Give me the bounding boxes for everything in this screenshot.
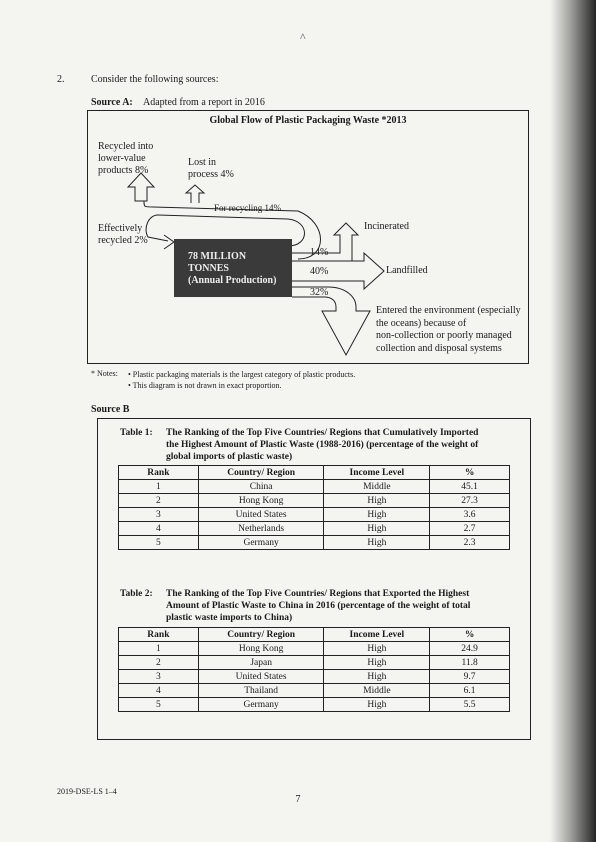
diagram-title: Global Flow of Plastic Packaging Waste *2013	[209, 115, 407, 126]
table2-label: Table 2:	[120, 589, 153, 599]
lost-label: Lost in process 4%	[188, 157, 234, 180]
production-text: 78 MILLION TONNES (Annual Production)	[188, 251, 277, 286]
table-row: 2 Hong Kong High 27.3	[119, 494, 510, 508]
landfilled-label: Landfilled	[386, 265, 428, 276]
table1-title: The Ranking of the Top Five Countries/ Regions that Cumulatively Imported the Highest Amount of Plastic Waste (1988-2016) (percentage of the weight of global imports of plastic waste)	[166, 428, 479, 462]
table-row: 5 Germany High 2.3	[119, 536, 510, 550]
table2	[118, 627, 510, 712]
table1	[118, 465, 510, 550]
incinerated-label: Incinerated	[364, 221, 409, 232]
recycled-arrow	[128, 173, 154, 201]
effectively-label: Effectively recycled 2%	[98, 223, 148, 246]
page-number: 7	[295, 794, 301, 805]
scan-mark: ^	[300, 30, 306, 44]
source-b-label: Source B	[91, 404, 130, 415]
pct-incinerated: 14%	[310, 247, 329, 258]
source-a-description: Adapted from a report in 2016	[143, 97, 265, 108]
table-row: 2 Japan High 11.8	[119, 656, 510, 670]
question-prompt: Consider the following sources:	[91, 74, 219, 85]
note-item: • Plastic packaging materials is the largest category of plastic products.	[128, 370, 356, 379]
table-row: 5 Germany High 5.5	[119, 698, 510, 712]
pct-environment: 32%	[310, 287, 329, 298]
pct-landfilled: 40%	[310, 266, 329, 277]
recycled-lower-label: Recycled into lower-value products 8%	[98, 141, 154, 176]
for-recycling-label: For recycling 14%	[214, 203, 281, 213]
table-row: 4 Netherlands High 2.7	[119, 522, 510, 536]
table-row: 4 Thailand Middle 6.1	[119, 684, 510, 698]
table2-title: The Ranking of the Top Five Countries/ Regions that Exported the Highest Amount of Plastic Waste to China in 2016 (percentage of the weight of total plastic waste imports to China)	[166, 589, 471, 623]
environment-label: Entered the environment (especially the oceans) because of non-collection or poorly managed collection and disposal systems	[376, 305, 521, 354]
source-a-label: Source A:	[91, 97, 133, 108]
table-row: 1 China Middle 45.1	[119, 480, 510, 494]
effectively-loop	[146, 215, 168, 241]
page-edge-shadow	[550, 0, 596, 842]
table-row: 3 United States High 3.6	[119, 508, 510, 522]
table1-label: Table 1:	[120, 428, 153, 438]
table-row: 3 United States High 9.7	[119, 670, 510, 684]
notes-label: * Notes:	[91, 369, 118, 378]
exam-code: 2019-DSE-LS 1–4	[57, 787, 117, 796]
table-header-row: Rank Country/ Region Income Level %	[119, 628, 510, 642]
environment-arrow	[292, 287, 370, 355]
question-number: 2.	[57, 74, 65, 85]
table-header-row: Rank Country/ Region Income Level %	[119, 466, 510, 480]
effectively-arrowhead	[164, 235, 174, 249]
lost-arrow	[186, 185, 204, 203]
note-item: • This diagram is not drawn in exact proportion.	[128, 381, 282, 390]
flow-diagram	[87, 110, 529, 364]
notes-list	[128, 369, 355, 391]
table-row: 1 Hong Kong High 24.9	[119, 642, 510, 656]
